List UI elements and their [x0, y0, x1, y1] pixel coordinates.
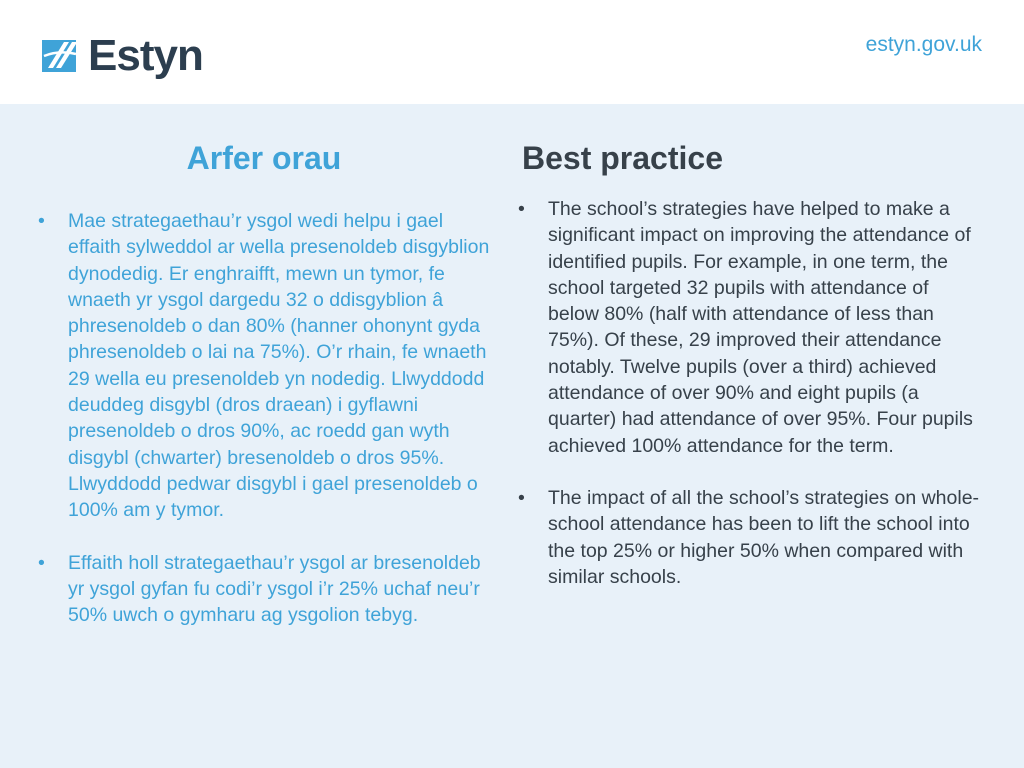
header-bar: [0, 0, 1024, 104]
english-bullet-text-2: The impact of all the school’s strategies on whole-school attendance has been to lift the school into the top 25% or higher 50% when compared with similar schools.: [548, 486, 980, 588]
list-item: [512, 196, 982, 459]
list-item: [512, 485, 982, 590]
english-heading: Best practice: [522, 140, 723, 176]
estyn-logo[interactable]: [42, 31, 203, 80]
english-column: [512, 138, 982, 590]
estyn-logo-icon: [42, 38, 78, 74]
list-item: [24, 550, 496, 629]
english-bullet-list: [512, 196, 982, 590]
welsh-bullet-text-1: Mae strategaethau’r ysgol wedi helpu i gael effaith sylweddol ar wella presenoldeb disgyblion dynodedig. Er enghraifft, mewn un tymor, fe wnaeth yr ysgol dargedu 32 o ddisgyblion â phresenoldeb o dan 80% (hanner ohonynt gyda phresenoldeb o lai na 75%). O’r rhain, fe wnaeth 29 wella eu presenoldeb yn nodedig. Llwyddodd deuddeg disgybl (dros draean) i gyflawni presenoldeb o dros 90%, ac roedd gan wyth disgybl (chwarter) bresenoldeb o dros 95%. Llwyddodd pedwar disgybl i gael presenoldeb o 100% am y tymor.: [68, 210, 490, 522]
logo-text: Estyn: [88, 31, 203, 80]
welsh-heading: Arfer orau: [186, 140, 342, 176]
english-bullet-text-1: The school’s strategies have helped to make a significant impact on improving the attendance of identified pupils. For example, in one term, the school targeted 32 pupils with attendance of below 80% (half with attendance of less than 75%). Of these, 29 improved their attendance notably. Twelve pupils (over a third) achieved attendance of over 90% and eight pupils (a quarter) had attendance of over 95%. Four pupils achieved 100% attendance for the term.: [548, 198, 973, 457]
bullet-icon: •: [38, 210, 45, 232]
welsh-bullet-list: [24, 208, 496, 628]
site-url-link[interactable]: estyn.gov.uk: [865, 33, 982, 56]
welsh-bullet-text-2: Effaith holl strategaethau’r ysgol ar bresenoldeb yr ysgol gyfan fu codi’r ysgol i’r 25% uchaf neu’r 50% uwch o gymharu ag ysgolion tebyg.: [68, 551, 481, 627]
list-item: [24, 208, 496, 524]
welsh-column: [24, 138, 496, 628]
bullet-icon: •: [518, 198, 525, 220]
bullet-icon: •: [518, 486, 525, 509]
bullet-icon: •: [38, 551, 45, 574]
